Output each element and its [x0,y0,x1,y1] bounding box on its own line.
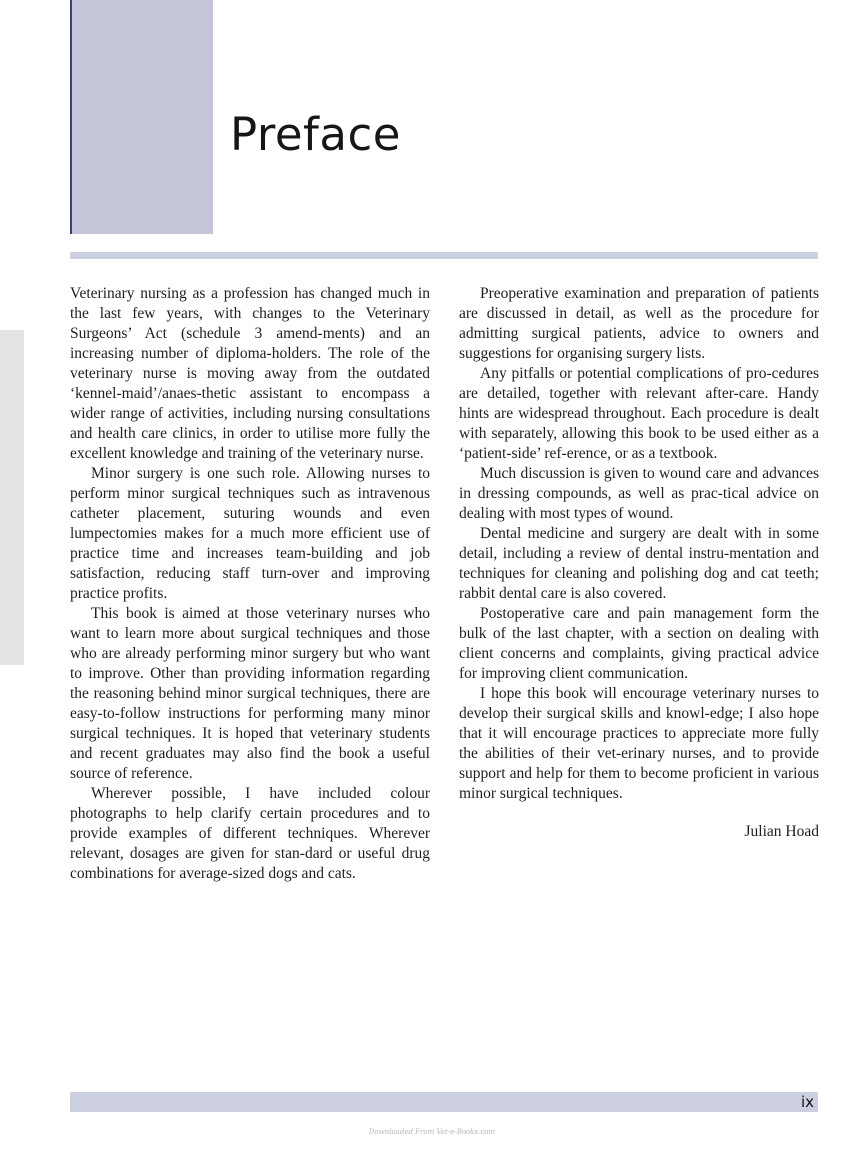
footer-rule [70,1092,818,1112]
author-signature: Julian Hoad [744,823,819,840]
right-column [459,284,819,842]
watermark: Downloaded From Vet-e-Books.com [368,1128,496,1136]
paragraph: Any pitfalls or potential complications of pro-cedures are detailed, together with relevant after-care. Handy hints are widespread throughout. Each procedure is dealt with separately, allowing this book to be used either as a ‘patient-side’ ref-erence, or as a textbook. [459,365,819,462]
paragraph: Postoperative care and pain management form the bulk of the last chapter, with a section on dealing with client concerns and complaints, giving practical advice for improving client communication. [459,605,819,682]
paragraph: Minor surgery is one such role. Allowing nurses to perform minor surgical techniques such as intravenous catheter placement, suturing wounds and even lumpectomies makes for a much more efficient use of practice time and increases team-building and job satisfaction, reducing staff turn-over and improving practice profits. [70,465,430,602]
page-title: Preface [230,108,401,161]
header-rule [70,252,818,259]
paragraph: This book is aimed at those veterinary nurses who want to learn more about surgical techniques and those who are already performing minor surgery but who want to improve. Other than providing information regarding the reasoning behind minor surgical techniques, there are easy-to-follow instructions for performing many minor surgical techniques. It is hoped that veterinary students and recent graduates may also find the book a useful source of reference. [70,605,430,782]
left-column [70,284,430,884]
paragraph: Dental medicine and surgery are dealt with in some detail, including a review of dental instru-mentation and techniques for cleaning and polishing dog and cat teeth; rabbit dental care is also covered. [459,525,819,602]
page-number: ix [800,1093,814,1111]
title-color-block [70,0,213,234]
paragraph: Much discussion is given to wound care and advances in dressing compounds, as well as prac-tical advice on dealing with most types of wound. [459,465,819,522]
edge-tab [0,330,24,665]
paragraph: Veterinary nursing as a profession has changed much in the last few years, with changes to the Veterinary Surgeons’ Act (schedule 3 amend-ments) and an increasing number of diploma-holders. The role of the veterinary nurse is moving away from the outdated ‘kennel-maid’/anaes-thetic assistant to encompass a wider range of activities, including nursing consultations and health care clinics, in order to utilise more fully the excellent knowledge and training of the veterinary nurse. [70,285,430,462]
paragraph: I hope this book will encourage veterinary nurses to develop their surgical skills and knowl-edge; I also hope that it will encourage practices to appreciate more fully the abilities of their vet-erinary nurses, and to provide support and help for them to become proficient in various minor surgical techniques. [459,685,819,802]
paragraph: Preoperative examination and preparation of patients are discussed in detail, as well as the procedure for admitting surgical patients, advice to owners and suggestions for organising surgery lists. [459,285,819,362]
paragraph: Wherever possible, I have included colour photographs to help clarify certain procedures and to provide examples of different techniques. Wherever relevant, dosages are given for stan-dard or useful drug combinations for average-sized dogs and cats. [70,785,430,882]
